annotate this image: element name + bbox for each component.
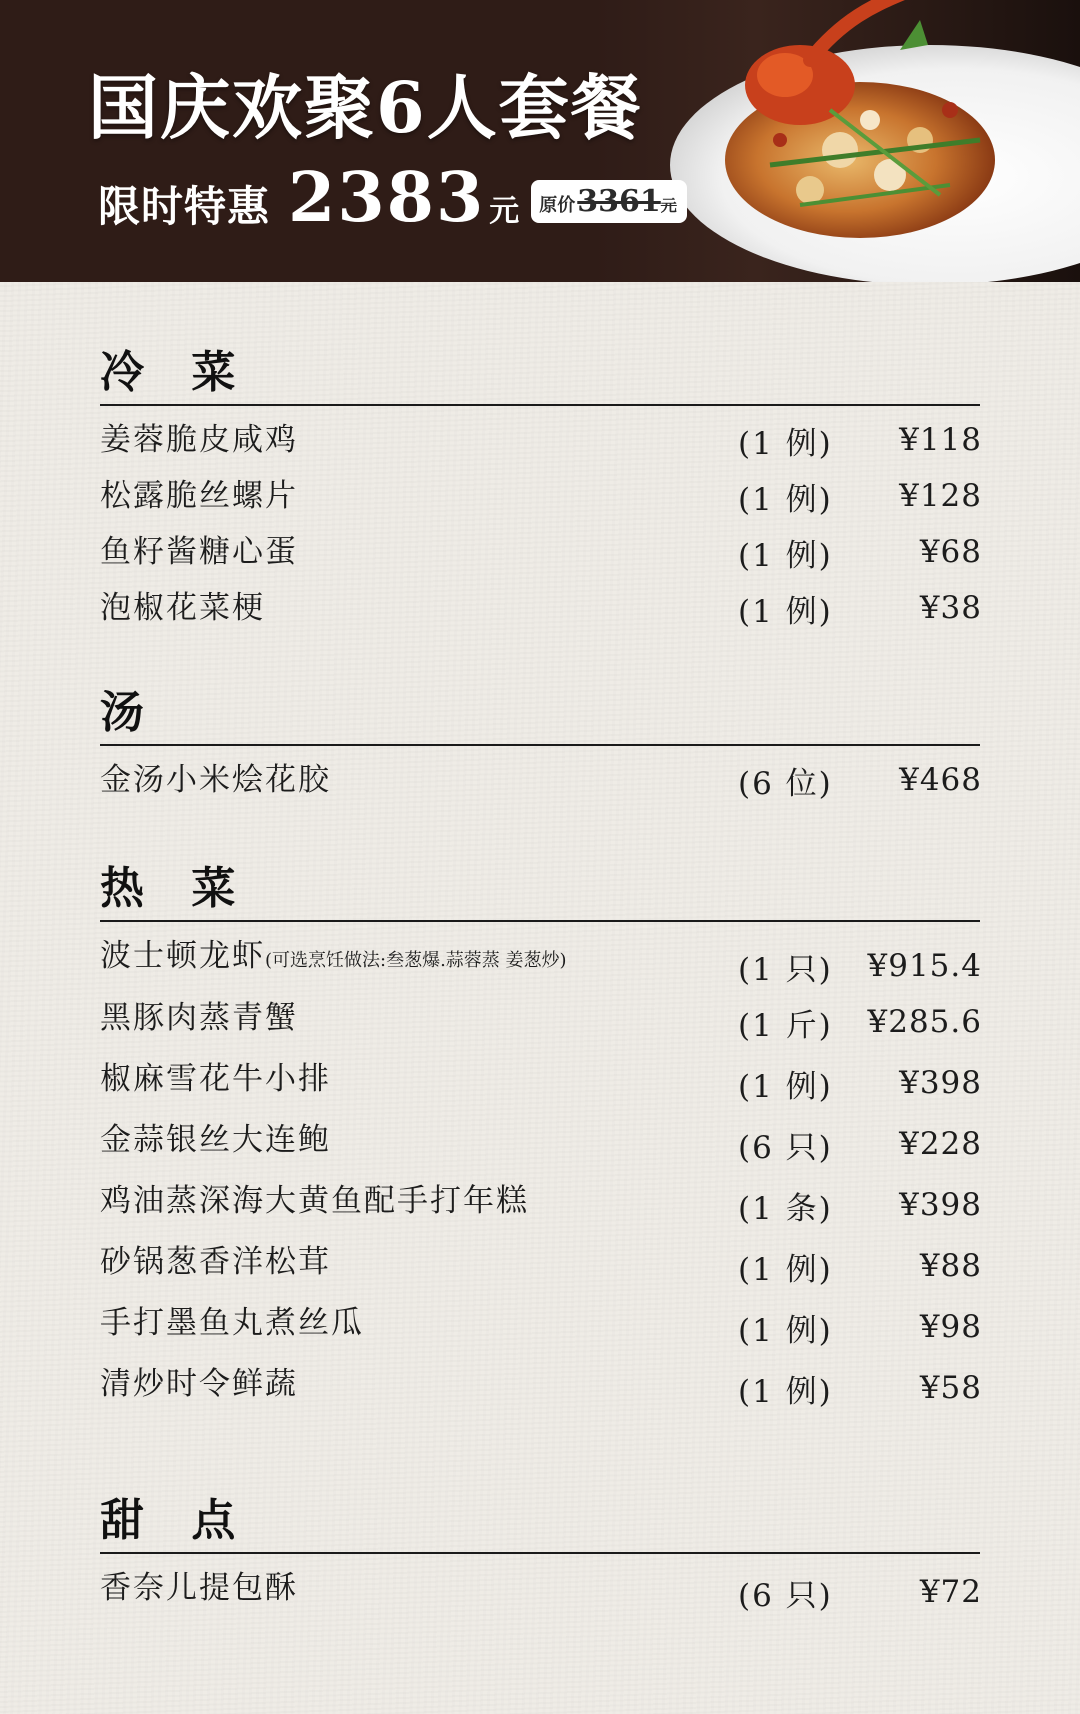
original-price-unit: 元 [660, 196, 677, 215]
menu-item [100, 1167, 980, 1228]
item-name: 香奈儿提包酥 [100, 1570, 298, 1606]
header-banner [0, 0, 1080, 282]
section-cold-dishes [100, 342, 980, 630]
menu-item [100, 922, 982, 988]
section-dessert [100, 1490, 982, 1614]
item-name: 黑豚肉蒸青蟹 [100, 1000, 298, 1036]
menu-item [100, 518, 980, 574]
menu-item [100, 1350, 980, 1411]
section-soup [100, 682, 980, 802]
original-price-label: 原价 [539, 195, 576, 216]
item-price: ¥88 [919, 1248, 982, 1284]
promo-label: 限时特惠 [98, 182, 271, 231]
menu-item [100, 1289, 980, 1350]
item-name: 清炒时令鲜蔬 [100, 1366, 298, 1402]
item-name: 金蒜银丝大连鲍 [100, 1122, 331, 1158]
item-quantity: (1 例) [738, 426, 833, 462]
promo-price-row [98, 158, 687, 238]
item-price: ¥285.6 [867, 1004, 982, 1040]
original-price-badge [531, 180, 687, 223]
item-price: ¥398 [899, 1065, 982, 1101]
menu-item [100, 574, 980, 630]
item-quantity: (1 例) [738, 482, 833, 518]
menu-item [100, 1554, 982, 1614]
item-name: 姜蓉脆皮咸鸡 [100, 422, 298, 458]
item-price: ¥72 [919, 1574, 982, 1610]
item-price: ¥38 [919, 590, 982, 626]
item-price: ¥468 [899, 762, 982, 798]
original-price: 3361 [577, 184, 661, 219]
item-price: ¥128 [899, 478, 982, 514]
section-title: 汤 [100, 687, 160, 738]
item-name-text: 波士顿龙虾 [100, 938, 265, 974]
item-quantity: (1 例) [738, 594, 833, 630]
promo-price: 2383 [288, 158, 486, 238]
item-quantity: (1 例) [738, 538, 833, 574]
menu-item [100, 1045, 980, 1106]
item-name: 金汤小米烩花胶 [100, 762, 331, 798]
menu-item [100, 462, 980, 518]
menu-item [100, 984, 980, 1045]
item-price: ¥915.4 [867, 948, 982, 984]
item-quantity: (1 只) [738, 952, 833, 988]
item-price: ¥118 [899, 422, 982, 458]
item-note: (可选烹饪做法:叁葱爆.蒜蓉蒸 姜葱炒) [265, 950, 567, 971]
menu-item [100, 1106, 980, 1167]
item-price: ¥68 [919, 534, 982, 570]
item-name: 砂锅葱香洋松茸 [100, 1244, 331, 1280]
item-price: ¥58 [919, 1370, 982, 1406]
item-price: ¥398 [899, 1187, 982, 1223]
item-name: 鱼籽酱糖心蛋 [100, 534, 298, 570]
menu-item [100, 746, 980, 802]
item-quantity: (1 例) [738, 1313, 833, 1349]
item-quantity: (6 只) [738, 1130, 833, 1166]
menu-item [100, 406, 980, 462]
item-name [100, 930, 567, 975]
section-title: 冷 菜 [100, 347, 252, 398]
item-quantity: (6 只) [738, 1578, 833, 1614]
item-name: 松露脆丝螺片 [100, 478, 298, 514]
promo-unit: 元 [489, 194, 520, 229]
item-quantity: (1 条) [738, 1191, 833, 1227]
section-title: 热 菜 [100, 863, 252, 914]
menu-item [100, 1228, 980, 1289]
item-quantity: (1 例) [738, 1252, 833, 1288]
item-quantity: (1 斤) [738, 1008, 833, 1044]
item-quantity: (6 位) [738, 766, 833, 802]
item-price: ¥228 [899, 1126, 982, 1162]
item-price: ¥98 [919, 1309, 982, 1345]
item-name: 鸡油蒸深海大黄鱼配手打年糕 [100, 1183, 529, 1219]
item-name: 手打墨鱼丸煮丝瓜 [100, 1305, 364, 1341]
section-title: 甜 点 [100, 1495, 252, 1546]
item-quantity: (1 例) [738, 1374, 833, 1410]
item-name: 椒麻雪花牛小排 [100, 1061, 331, 1097]
item-name: 泡椒花菜梗 [100, 590, 265, 626]
item-quantity: (1 例) [738, 1069, 833, 1105]
menu-title: 国庆欢聚6人套餐 [88, 66, 643, 149]
section-hot-dishes [100, 858, 980, 1411]
lobster-dish-image [650, 0, 1080, 282]
